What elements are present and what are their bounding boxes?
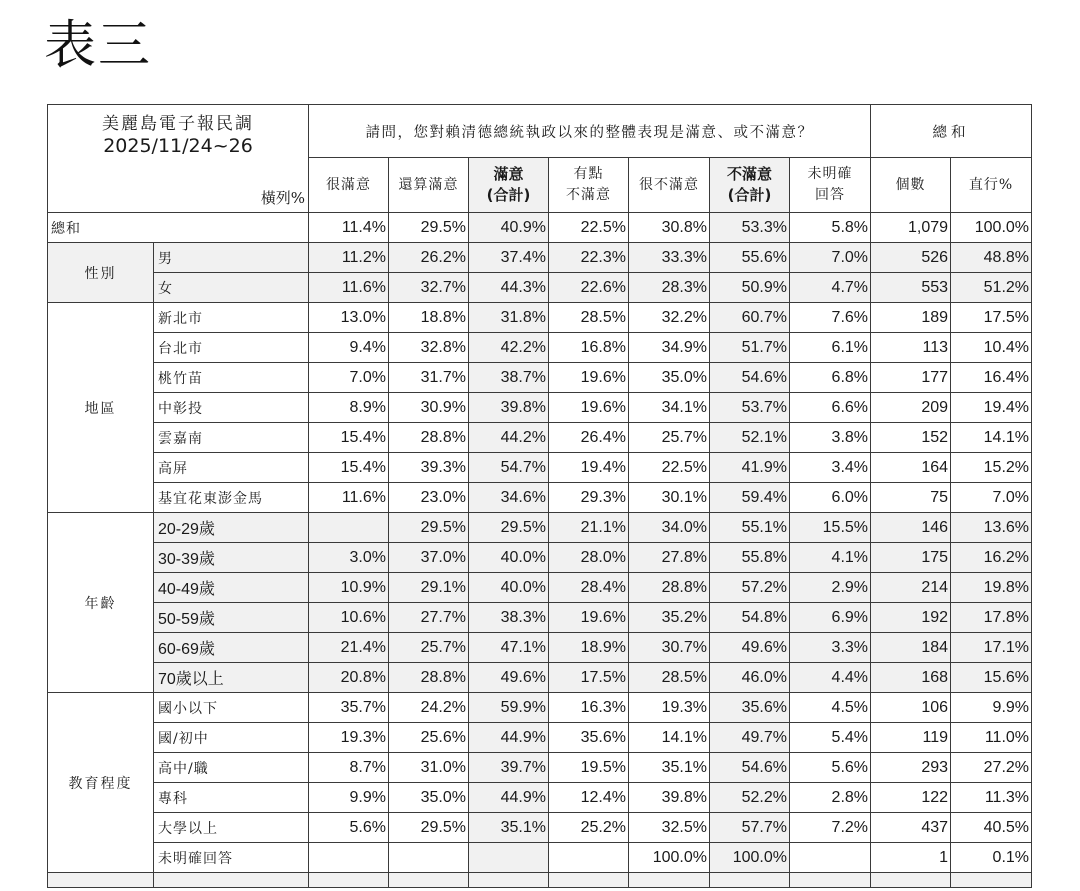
row-label: 60-69歲	[154, 633, 309, 663]
value-cell: 113	[871, 333, 951, 363]
value-cell: 192	[871, 603, 951, 633]
column-header	[951, 158, 1032, 213]
value-cell: 14.1%	[951, 423, 1032, 453]
value-cell: 164	[871, 453, 951, 483]
value-cell: 553	[871, 273, 951, 303]
value-cell: 7.0%	[951, 483, 1032, 513]
value-cell: 7.2%	[790, 813, 871, 843]
page-title: 表三	[44, 16, 153, 76]
value-cell	[549, 843, 629, 873]
column-header-line1: 很不滿意	[639, 176, 699, 193]
value-cell: 106	[871, 693, 951, 723]
value-cell: 29.1%	[389, 573, 469, 603]
value-cell: 30.1%	[629, 483, 710, 513]
value-cell: 2.8%	[790, 783, 871, 813]
value-cell: 57.7%	[710, 813, 790, 843]
column-header	[469, 158, 549, 213]
value-cell: 22.5%	[549, 213, 629, 243]
value-cell: 31.7%	[389, 363, 469, 393]
row-label: 男	[154, 243, 309, 273]
value-cell: 32.2%	[629, 303, 710, 333]
column-header	[549, 158, 629, 213]
value-cell: 293	[871, 753, 951, 783]
value-cell: 40.5%	[951, 813, 1032, 843]
value-cell: 40.0%	[469, 543, 549, 573]
column-header	[389, 158, 469, 213]
value-cell	[309, 843, 389, 873]
value-cell: 55.6%	[710, 243, 790, 273]
value-cell: 51.7%	[710, 333, 790, 363]
row-label: 20-29歲	[154, 513, 309, 543]
value-cell: 11.2%	[309, 243, 389, 273]
column-header-line1: 很滿意	[326, 176, 371, 193]
row-label: 新北市	[154, 303, 309, 333]
value-cell: 3.3%	[790, 633, 871, 663]
value-cell: 4.1%	[790, 543, 871, 573]
value-cell: 19.6%	[549, 393, 629, 423]
clipped-cell	[629, 873, 710, 888]
value-cell: 23.0%	[389, 483, 469, 513]
value-cell	[790, 843, 871, 873]
value-cell: 48.8%	[951, 243, 1032, 273]
row-label: 30-39歲	[154, 543, 309, 573]
value-cell: 146	[871, 513, 951, 543]
value-cell: 35.2%	[629, 603, 710, 633]
clipped-row	[48, 873, 1032, 888]
value-cell: 19.3%	[309, 723, 389, 753]
value-cell: 29.3%	[549, 483, 629, 513]
value-cell: 19.3%	[629, 693, 710, 723]
column-header-line1: 直行%	[968, 176, 1014, 193]
clipped-cell	[48, 873, 154, 888]
value-cell: 6.8%	[790, 363, 871, 393]
value-cell: 16.2%	[951, 543, 1032, 573]
value-cell: 13.6%	[951, 513, 1032, 543]
column-header-line1: 還算滿意	[398, 176, 459, 193]
value-cell: 19.4%	[549, 453, 629, 483]
value-cell: 57.2%	[710, 573, 790, 603]
column-header-line1: 滿意	[493, 165, 524, 183]
value-cell: 35.7%	[309, 693, 389, 723]
survey-source-title: 美麗島電子報民調	[102, 114, 254, 134]
value-cell: 18.8%	[389, 303, 469, 333]
clipped-cell	[469, 873, 549, 888]
value-cell: 100.0%	[629, 843, 710, 873]
value-cell: 25.7%	[629, 423, 710, 453]
value-cell: 21.1%	[549, 513, 629, 543]
row-label: 70歲以上	[154, 663, 309, 693]
group-label: 教育程度	[48, 693, 154, 873]
value-cell: 437	[871, 813, 951, 843]
column-header	[629, 158, 710, 213]
table-row	[48, 243, 1032, 273]
value-cell: 22.6%	[549, 273, 629, 303]
row-label: 高屏	[154, 453, 309, 483]
value-cell: 30.8%	[629, 213, 710, 243]
row-label: 國小以下	[154, 693, 309, 723]
value-cell: 55.1%	[710, 513, 790, 543]
survey-date-range: 2025/11/24~26	[103, 135, 253, 157]
value-cell: 28.8%	[389, 663, 469, 693]
value-cell: 30.7%	[629, 633, 710, 663]
clipped-cell	[710, 873, 790, 888]
value-cell: 168	[871, 663, 951, 693]
row-label: 雲嘉南	[154, 423, 309, 453]
column-header-line1: 不滿意	[726, 165, 772, 183]
value-cell: 19.6%	[549, 363, 629, 393]
value-cell: 11.0%	[951, 723, 1032, 753]
clipped-cell	[154, 873, 309, 888]
total-row-label: 總和	[48, 213, 309, 243]
value-cell: 24.2%	[389, 693, 469, 723]
value-cell: 75	[871, 483, 951, 513]
value-cell: 6.1%	[790, 333, 871, 363]
table-row	[48, 333, 1032, 363]
value-cell: 39.8%	[469, 393, 549, 423]
value-cell: 5.6%	[309, 813, 389, 843]
column-header	[871, 158, 951, 213]
value-cell: 59.9%	[469, 693, 549, 723]
clipped-cell	[549, 873, 629, 888]
value-cell: 5.8%	[790, 213, 871, 243]
value-cell: 39.3%	[389, 453, 469, 483]
column-header-line1: 個數	[895, 176, 926, 193]
value-cell: 8.7%	[309, 753, 389, 783]
table-row	[48, 813, 1032, 843]
column-header-line2: 回答	[815, 187, 845, 203]
question-header: 請問，您對賴清德總統執政以來的整體表現是滿意、或不滿意？	[309, 105, 871, 158]
value-cell: 28.0%	[549, 543, 629, 573]
value-cell: 35.0%	[389, 783, 469, 813]
table-row	[48, 363, 1032, 393]
value-cell: 53.7%	[710, 393, 790, 423]
value-cell: 1,079	[871, 213, 951, 243]
value-cell: 9.9%	[309, 783, 389, 813]
value-cell: 13.0%	[309, 303, 389, 333]
value-cell: 55.8%	[710, 543, 790, 573]
value-cell: 35.6%	[710, 693, 790, 723]
value-cell: 17.8%	[951, 603, 1032, 633]
clipped-cell	[309, 873, 389, 888]
value-cell: 5.6%	[790, 753, 871, 783]
group-label: 年齡	[48, 513, 154, 693]
table-row	[48, 423, 1032, 453]
value-cell: 12.4%	[549, 783, 629, 813]
value-cell: 44.9%	[469, 723, 549, 753]
value-cell: 19.4%	[951, 393, 1032, 423]
table-row	[48, 543, 1032, 573]
value-cell	[389, 843, 469, 873]
value-cell: 15.4%	[309, 453, 389, 483]
value-cell: 40.0%	[469, 573, 549, 603]
column-header-line2: (合計)	[727, 186, 772, 204]
value-cell: 3.4%	[790, 453, 871, 483]
value-cell: 28.5%	[549, 303, 629, 333]
value-cell: 214	[871, 573, 951, 603]
value-cell: 2.9%	[790, 573, 871, 603]
value-cell: 27.8%	[629, 543, 710, 573]
value-cell: 22.3%	[549, 243, 629, 273]
value-cell: 54.6%	[710, 753, 790, 783]
value-cell: 44.2%	[469, 423, 549, 453]
value-cell: 29.5%	[389, 813, 469, 843]
value-cell: 32.8%	[389, 333, 469, 363]
value-cell: 152	[871, 423, 951, 453]
value-cell: 28.5%	[629, 663, 710, 693]
value-cell: 119	[871, 723, 951, 753]
row-label: 女	[154, 273, 309, 303]
table-row	[48, 573, 1032, 603]
row-label: 專科	[154, 783, 309, 813]
row-label: 40-49歲	[154, 573, 309, 603]
clipped-cell	[871, 873, 951, 888]
value-cell: 60.7%	[710, 303, 790, 333]
value-cell: 0.1%	[951, 843, 1032, 873]
value-cell: 6.6%	[790, 393, 871, 423]
value-cell: 100.0%	[951, 213, 1032, 243]
value-cell: 1	[871, 843, 951, 873]
value-cell: 4.4%	[790, 663, 871, 693]
value-cell: 29.5%	[389, 513, 469, 543]
value-cell: 54.6%	[710, 363, 790, 393]
value-cell: 17.5%	[549, 663, 629, 693]
value-cell: 34.1%	[629, 393, 710, 423]
value-cell: 37.4%	[469, 243, 549, 273]
row-label: 50-59歲	[154, 603, 309, 633]
value-cell: 19.6%	[549, 603, 629, 633]
value-cell: 34.0%	[629, 513, 710, 543]
value-cell: 6.0%	[790, 483, 871, 513]
column-header	[309, 158, 389, 213]
value-cell: 52.1%	[710, 423, 790, 453]
row-label: 國/初中	[154, 723, 309, 753]
value-cell: 28.8%	[389, 423, 469, 453]
column-header-line2: 不滿意	[566, 187, 611, 203]
value-cell: 7.6%	[790, 303, 871, 333]
value-cell: 14.1%	[629, 723, 710, 753]
value-cell: 9.9%	[951, 693, 1032, 723]
table-row	[48, 753, 1032, 783]
value-cell: 29.5%	[389, 213, 469, 243]
row-label: 未明確回答	[154, 843, 309, 873]
value-cell: 39.8%	[629, 783, 710, 813]
value-cell: 46.0%	[710, 663, 790, 693]
value-cell: 15.6%	[951, 663, 1032, 693]
column-header-line1: 未明確	[807, 166, 853, 182]
value-cell: 4.5%	[790, 693, 871, 723]
row-label: 高中/職	[154, 753, 309, 783]
value-cell: 32.5%	[629, 813, 710, 843]
value-cell: 7.0%	[309, 363, 389, 393]
value-cell: 10.4%	[951, 333, 1032, 363]
value-cell: 17.1%	[951, 633, 1032, 663]
value-cell: 41.9%	[710, 453, 790, 483]
table-row	[48, 843, 1032, 873]
value-cell: 26.4%	[549, 423, 629, 453]
value-cell: 33.3%	[629, 243, 710, 273]
table-row	[48, 783, 1032, 813]
row-label: 基宜花東澎金馬	[154, 483, 309, 513]
value-cell: 16.8%	[549, 333, 629, 363]
value-cell: 11.3%	[951, 783, 1032, 813]
value-cell: 54.7%	[469, 453, 549, 483]
value-cell: 49.7%	[710, 723, 790, 753]
value-cell: 25.7%	[389, 633, 469, 663]
value-cell: 49.6%	[710, 633, 790, 663]
value-cell: 16.3%	[549, 693, 629, 723]
value-cell: 11.4%	[309, 213, 389, 243]
value-cell: 21.4%	[309, 633, 389, 663]
value-cell: 31.0%	[389, 753, 469, 783]
table-row	[48, 273, 1032, 303]
value-cell: 11.6%	[309, 483, 389, 513]
value-cell: 10.6%	[309, 603, 389, 633]
value-cell: 44.3%	[469, 273, 549, 303]
value-cell: 8.9%	[309, 393, 389, 423]
value-cell: 39.7%	[469, 753, 549, 783]
value-cell: 11.6%	[309, 273, 389, 303]
value-cell: 26.2%	[389, 243, 469, 273]
value-cell: 10.9%	[309, 573, 389, 603]
value-cell: 34.9%	[629, 333, 710, 363]
row-percent-label: 橫列%	[260, 189, 305, 207]
value-cell: 209	[871, 393, 951, 423]
table-row	[48, 633, 1032, 663]
table-row	[48, 303, 1032, 333]
value-cell: 177	[871, 363, 951, 393]
value-cell: 28.8%	[629, 573, 710, 603]
value-cell: 53.3%	[710, 213, 790, 243]
value-cell: 28.4%	[549, 573, 629, 603]
value-cell: 15.5%	[790, 513, 871, 543]
value-cell: 59.4%	[710, 483, 790, 513]
value-cell: 3.0%	[309, 543, 389, 573]
clipped-cell	[389, 873, 469, 888]
value-cell	[469, 843, 549, 873]
value-cell: 189	[871, 303, 951, 333]
value-cell: 54.8%	[710, 603, 790, 633]
table-row	[48, 663, 1032, 693]
total-group-header: 總和	[871, 105, 1032, 158]
value-cell: 27.2%	[951, 753, 1032, 783]
value-cell: 15.4%	[309, 423, 389, 453]
value-cell: 35.6%	[549, 723, 629, 753]
value-cell: 4.7%	[790, 273, 871, 303]
table-row	[48, 723, 1032, 753]
value-cell: 40.9%	[469, 213, 549, 243]
value-cell: 6.9%	[790, 603, 871, 633]
row-label: 桃竹苗	[154, 363, 309, 393]
table-corner-header	[48, 105, 309, 213]
value-cell: 7.0%	[790, 243, 871, 273]
value-cell: 52.2%	[710, 783, 790, 813]
row-label: 台北市	[154, 333, 309, 363]
value-cell: 42.2%	[469, 333, 549, 363]
value-cell: 19.8%	[951, 573, 1032, 603]
value-cell: 18.9%	[549, 633, 629, 663]
value-cell: 5.4%	[790, 723, 871, 753]
value-cell: 526	[871, 243, 951, 273]
column-header-line2: (合計)	[486, 186, 531, 204]
value-cell	[309, 513, 389, 543]
value-cell: 15.2%	[951, 453, 1032, 483]
value-cell: 184	[871, 633, 951, 663]
value-cell: 9.4%	[309, 333, 389, 363]
value-cell: 19.5%	[549, 753, 629, 783]
table-row	[48, 603, 1032, 633]
value-cell: 25.2%	[549, 813, 629, 843]
value-cell: 35.1%	[629, 753, 710, 783]
value-cell: 22.5%	[629, 453, 710, 483]
value-cell: 38.7%	[469, 363, 549, 393]
value-cell: 31.8%	[469, 303, 549, 333]
value-cell: 17.5%	[951, 303, 1032, 333]
value-cell: 49.6%	[469, 663, 549, 693]
value-cell: 28.3%	[629, 273, 710, 303]
value-cell: 29.5%	[469, 513, 549, 543]
row-label: 中彰投	[154, 393, 309, 423]
value-cell: 27.7%	[389, 603, 469, 633]
group-label: 性別	[48, 243, 154, 303]
group-label: 地區	[48, 303, 154, 513]
value-cell: 51.2%	[951, 273, 1032, 303]
value-cell: 50.9%	[710, 273, 790, 303]
table-row	[48, 453, 1032, 483]
value-cell: 3.8%	[790, 423, 871, 453]
column-header	[790, 158, 871, 213]
value-cell: 122	[871, 783, 951, 813]
table-row	[48, 513, 1032, 543]
value-cell: 100.0%	[710, 843, 790, 873]
value-cell: 38.3%	[469, 603, 549, 633]
value-cell: 175	[871, 543, 951, 573]
value-cell: 35.1%	[469, 813, 549, 843]
clipped-cell	[951, 873, 1032, 888]
total-row	[48, 213, 1032, 243]
table-row	[48, 393, 1032, 423]
value-cell: 34.6%	[469, 483, 549, 513]
column-header-line1: 有點	[573, 166, 604, 182]
clipped-cell	[790, 873, 871, 888]
column-header	[710, 158, 790, 213]
table-row	[48, 693, 1032, 723]
value-cell: 35.0%	[629, 363, 710, 393]
value-cell: 25.6%	[389, 723, 469, 753]
value-cell: 30.9%	[389, 393, 469, 423]
value-cell: 32.7%	[389, 273, 469, 303]
value-cell: 16.4%	[951, 363, 1032, 393]
value-cell: 20.8%	[309, 663, 389, 693]
value-cell: 44.9%	[469, 783, 549, 813]
crosstab-table	[47, 104, 1032, 888]
value-cell: 47.1%	[469, 633, 549, 663]
table-row	[48, 483, 1032, 513]
row-label: 大學以上	[154, 813, 309, 843]
value-cell: 37.0%	[389, 543, 469, 573]
